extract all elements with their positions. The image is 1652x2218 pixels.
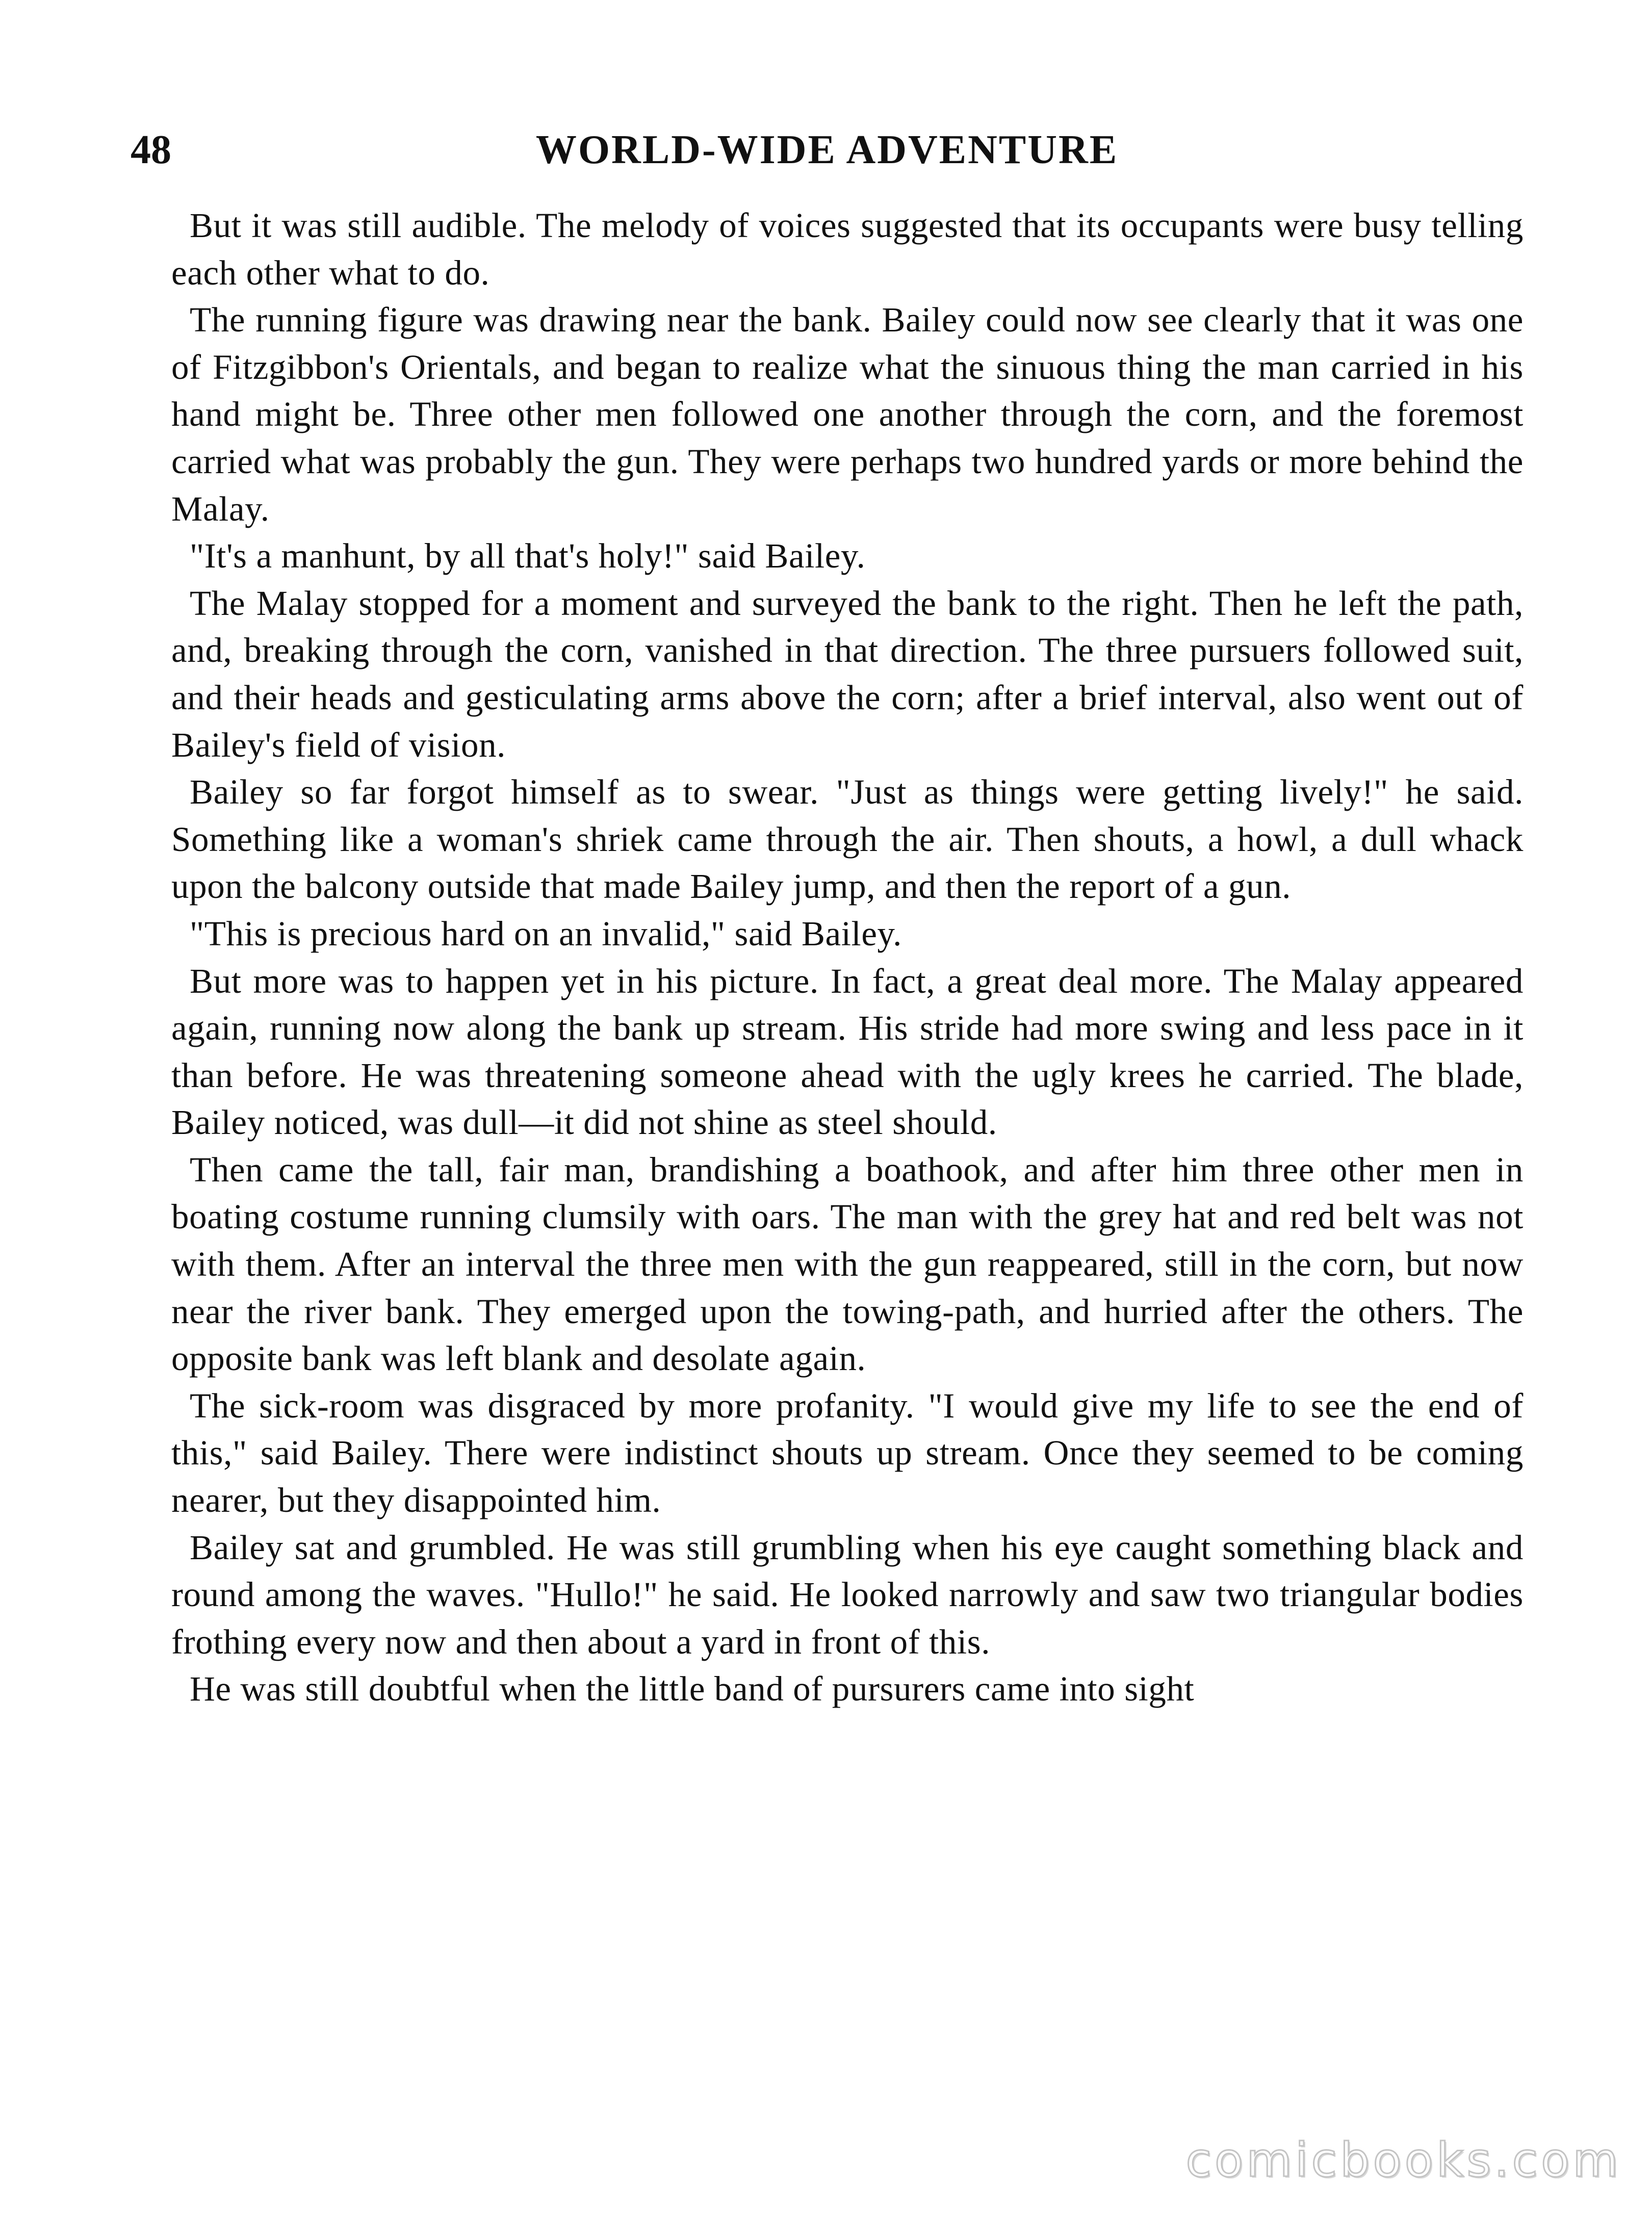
paragraph: But more was to happen yet in his picture. In fact, a great deal more. The Malay appeared again, running now along the bank up stream. His stride had more swing and less pace in it than before. He was threatening someone ahead with the ugly krees he carried. The blade, Bailey noticed, was dull—it did not shine as steel should. [171, 961, 1524, 1142]
paragraph: He was still doubtful when the little band of pursurers came into sight [190, 1669, 1195, 1709]
paragraph: The running figure was drawing near the bank. Bailey could now see clearly that it was one of Fitzgibbon's Orientals, and began to realize what the sinuous thing the man carried in his hand might be. Three other men followed one another through the corn, and the foremost carried what was probably the gun. They were perhaps two hundred yards or more behind the Malay. [171, 300, 1524, 528]
paragraph: "It's a manhunt, by all that's holy!" said Bailey. [190, 536, 866, 576]
paragraph: But it was still audible. The melody of voices suggested that its occupants were busy telling each other what to do. [171, 206, 1524, 292]
page-header [131, 119, 1524, 180]
page-number: 48 [131, 127, 171, 172]
paragraph: The Malay stopped for a moment and surveyed the bank to the right. Then he left the path, and, breaking through the corn, vanished in that direction. The three pursuers followed suit, and their heads and gesticulating arms above the corn; after a brief interval, also went out of Bailey's field of vision. [171, 583, 1524, 764]
watermark: comicbooks.com [1185, 2133, 1621, 2187]
paragraph: The sick-room was disgraced by more profanity. "I would give my life to see the end of this," said Bailey. There were indistinct shouts up stream. Once they seemed to be coming nearer, but they disappointed him. [171, 1386, 1524, 1520]
paragraph: Bailey so far forgot himself as to swear. "Just as things were getting lively!" he said. Something like a woman's shriek came through the air. Then shouts, a howl, a dull whack upon the balcony outside that made Bailey jump, and then the report of a gun. [171, 772, 1524, 906]
paragraph: Then came the tall, fair man, brandishing a boathook, and after him three other men in boating costume running clumsily with oars. The man with the grey hat and red belt was not with them. After an interval the three men with the gun reappeared, still in the corn, but now near the river bank. They emerged upon the towing-path, and hurried after the others. The opposite bank was left blank and desolate again. [171, 1150, 1524, 1378]
paragraph: Bailey sat and grumbled. He was still grumbling when his eye caught something black and round among the waves. "Hullo!" he said. He looked narrowly and saw two triangular bodies frothing every now and then about a yard in front of this. [171, 1528, 1524, 1661]
paragraph: "This is precious hard on an invalid," said Bailey. [190, 914, 902, 953]
body-text [171, 202, 1524, 1713]
running-title: WORLD-WIDE ADVENTURE [535, 127, 1119, 172]
